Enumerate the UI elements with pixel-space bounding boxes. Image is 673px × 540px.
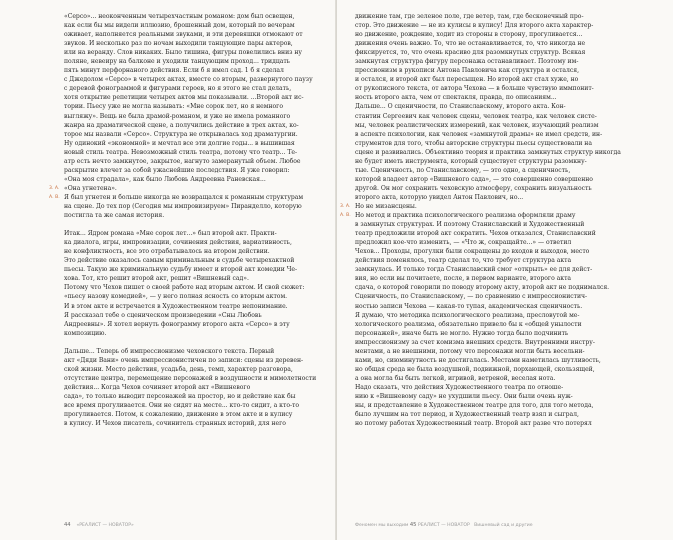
left-page-number: 44 (64, 522, 71, 528)
text-line (355, 392, 603, 401)
text-line-content: Дальше... О сценичности, по Станиславскому, второго акта. Кон- (355, 103, 566, 111)
text-line-content: Ну одинокий «экономной» и мечтал все эти долгие годы... в вышившая (64, 139, 295, 147)
text-line-content: сцене и развивались. Объективно теория и практика замкнутых структур никогда (355, 148, 621, 156)
text-line-content: Чехов... Проходы, прогулки были сокращены до входов и выходов, место (355, 248, 590, 256)
text-line-content: на сцене. До тех пор (Сегодня мы импровизируем» Пиранделло, которую (64, 202, 302, 210)
text-line-content: атр есть нечто замкнутое, закрытое, нагнуто замеранутый объем. Любое (64, 157, 301, 165)
text-line (64, 175, 310, 184)
text-line-content: замкнулась. И только тогда Станиславский смог «открыть» ее для дейст- (355, 266, 593, 274)
text-line-content: предложил кое-что изменить, — «Что ж, сокращайте...» — ответил (355, 239, 572, 247)
text-line (64, 283, 310, 292)
text-line-content: Андреевны». Я хотел вернуть фонограмму второго акта «Серсо» в эту (64, 320, 290, 328)
text-line (355, 383, 603, 392)
left-text-column (49, 12, 317, 428)
text-line-content: но общая среда не была воздушной, подвижной, порхающей, скользящей, (355, 365, 595, 373)
text-line-content: как если бы мы видели иллюзию, брошенный дом, который по вечерам (64, 22, 295, 30)
right-page-number: 45 (409, 522, 417, 528)
text-line (64, 121, 310, 130)
text-line-content: импрессионизму за счет комизма внешних средств. Внутренними инстру- (355, 338, 595, 346)
text-line-content: в кулису. И Чехов писатель, сочинитель странных историй, для него (64, 420, 286, 428)
text-line-content: Дальше... Теперь об импрессионизме чеховского текста. Первый (64, 347, 275, 355)
left-running-title: «РЕАЛИСТ — НОВАТОР» (76, 523, 134, 528)
text-line (355, 329, 603, 338)
text-line (355, 175, 603, 184)
text-line (64, 347, 310, 356)
text-line-content: торое мы назвали «Серсо». Структура не открывалась ход драматургии. (64, 130, 298, 138)
text-line (64, 410, 310, 419)
text-line-content: сдача, о которой говорили по поводу второму акту, второй акт не поднимался. (355, 284, 610, 292)
text-line-content: струментов для того, чтобы авторские структуры пьесы существовали на (355, 139, 592, 147)
text-line-content: а она могла бы быть легкой, игривой, ветреной, веселая нота. (355, 374, 556, 382)
text-line-content: ками, но, сиюминутность не достигалась. Местами наметилась шутливость, (355, 356, 601, 364)
text-line-content: акт «Дяди Вани» очень импрессионистичен по записи: сцены из деревен- (64, 356, 304, 364)
text-line (355, 48, 603, 57)
right-text-column (340, 12, 621, 428)
text-line-content: стантин Сергеевич как человек сцены, человек театра, как человек систе- (355, 112, 597, 120)
text-line (355, 121, 603, 130)
text-line (355, 410, 603, 419)
text-line-content: прессионизм в рукописи Антона Павловича как структура и остался, (355, 67, 580, 75)
text-line-content: все время прогуливается. Они не сидят на месте... кто-то сидит, а кто-то (64, 402, 300, 410)
text-line-content: Это действие оказалось самым криминальным в судьбе четырехактной (64, 257, 295, 265)
text-line-content: другой. Он мог сохранить чеховскую атмосферу, сохранить визуальность (355, 184, 592, 192)
text-line (64, 12, 310, 21)
text-line (340, 211, 603, 220)
text-line-content: тории. Пьесу уже не могла называть: «Мне сорок лет, но я немного (64, 103, 283, 111)
text-line (355, 374, 603, 383)
text-line-content: Но не мизансцены. (355, 202, 417, 210)
text-line-content: вия, но если вы почитаете, после, в первом варианте, второго акта (355, 275, 572, 283)
text-line-content: в аспекте психологии, как человек «замкнутой драмы» не имел средств, ин- (355, 130, 603, 138)
text-line (64, 84, 310, 93)
text-line (355, 75, 603, 84)
text-line-content: сада», то только выводит персонажей на простор, но и действие как бы (64, 392, 296, 400)
text-line-content: стор. Это движение — не из кулисы в кулису! Для второго акта характер- (355, 22, 594, 30)
right-running-title-b: РЕАЛИСТ — НОВАТОР (417, 523, 470, 528)
text-line-content: постигла та же самая история. (64, 212, 165, 220)
text-line-content: действия... Когда Чехов сочиняет второй акт «Вишневого (64, 383, 251, 391)
text-line (355, 311, 603, 320)
text-line-content: ской жизни. Место действия, усадьба, день, темп, характер разговора, (64, 365, 293, 373)
text-line-content: поляне, невеиру на балконе и уходили танцующим проход... тридцать (64, 58, 290, 66)
speaker-marker: 3. А. (340, 203, 351, 209)
text-line (355, 39, 603, 48)
text-line (355, 302, 603, 311)
text-line (64, 66, 310, 75)
text-line (355, 21, 603, 30)
text-line (355, 274, 603, 283)
text-line-content: мы, человек реалистических измерений, как человек, изучающий реализм (355, 121, 599, 129)
text-line-content: Но метод и практика психологического реализма оформляли драму (355, 212, 576, 220)
text-line-content: Итак... Ядром романа «Мне сорок лет...» был второй акт. Практи- (64, 230, 277, 238)
text-line (64, 39, 310, 48)
text-line (64, 102, 310, 111)
text-line-content: ка диалога, игры, импровизации, сочинения действия, вариативность, (64, 239, 292, 247)
text-line-content: хотя открытие репетиции четырех актов мы показывали. ...Второй акт ис- (64, 94, 304, 102)
text-line (64, 302, 310, 311)
text-line (49, 184, 310, 193)
text-line-content: фиксируется, то, что очень красиво для разомкнутых структур. Всякая (355, 49, 586, 57)
text-line-content: действия поменялось, театр сделал то, что требует структура акта (355, 257, 572, 265)
text-line-content: хологического реализма, обязательно привело бы к «общей унылости (355, 320, 582, 328)
text-line-content: движения очень важно. То, что не останавливается, то, что никогда не (355, 40, 586, 48)
text-line (64, 401, 310, 410)
text-line (355, 184, 603, 193)
text-line (355, 84, 603, 93)
text-line (64, 238, 310, 247)
text-line-content: театр предложили второй акт сократить. Чехов отказался, Станиславский (355, 230, 596, 238)
text-line-content: жанра на драматической сцене, а получились действие в трех актах, ко- (64, 121, 299, 129)
text-line-content: ность второго акта, чем от спектакля, правда, по описаниям... (355, 94, 557, 102)
text-line-content: звуков. И несколько раз по ночам выходили танцующие пары актеров, (64, 40, 293, 48)
text-line (64, 365, 310, 374)
text-line (355, 347, 603, 356)
text-line (64, 157, 310, 166)
text-line-content: «Она моя страдала», как было Любовь Андреевна Раневская... (64, 175, 266, 183)
text-line-content: оживает, наполняется реальными звуками, и эти деревяшки отмокают от (64, 31, 303, 39)
text-line-content: замкнутая структура фигуру персонажа останавливает. Поэтому им- (355, 58, 579, 66)
text-line (64, 265, 310, 274)
text-line (355, 229, 603, 238)
text-line-content: и остался, и второй акт был пересыщен. Но второй акт стал хуже, но (355, 76, 579, 84)
text-line (49, 193, 310, 202)
text-line-content: не будет иметь инструмента, который существует структуры разомкну- (355, 157, 587, 165)
text-line (355, 130, 603, 139)
text-line-content: с деревой фонограммой и фигурами героев, но я этого не стал делать, (64, 85, 292, 93)
text-line (355, 102, 603, 111)
text-line (64, 338, 310, 347)
speaker-marker: 3. А. (49, 185, 60, 191)
text-line (355, 30, 603, 39)
text-line (355, 220, 603, 229)
text-line (64, 202, 310, 211)
text-line-content: Я думаю, что методика психологического реализма, пресловутой ме- (355, 311, 580, 319)
text-line-content: второго акта, которую увидел Антон Павлович, но... (355, 193, 524, 201)
text-line (64, 166, 310, 175)
text-line (355, 238, 603, 247)
text-line-content: но потому работах Художественный театр. Второй акт разве что потерял (355, 420, 592, 428)
text-line (355, 12, 603, 21)
right-running-title-a: Феномен мы выходим (355, 523, 409, 528)
text-line (64, 30, 310, 39)
text-line (64, 220, 310, 229)
right-page (337, 0, 673, 540)
text-line (64, 320, 310, 329)
text-line (64, 292, 310, 301)
text-line (64, 112, 310, 121)
text-line (64, 311, 310, 320)
text-line (355, 256, 603, 265)
text-line (355, 356, 603, 365)
text-line-content: «Она угнетена». (64, 184, 117, 192)
right-running-title-c: Вишневый сад и другие (474, 523, 533, 528)
text-line-content: не конфликтность, все это отрабатывалось на втором действии. (64, 248, 270, 256)
text-line (355, 247, 603, 256)
text-line-content: Я был угнетен и больше никогда не возвращался к романным структурам (64, 193, 304, 201)
text-line-content: прогуливается. Потом, к сожалению, движение в этом акте и в кулису (64, 411, 293, 419)
text-line (64, 148, 310, 157)
text-line (64, 274, 310, 283)
text-line (355, 166, 603, 175)
text-line (64, 229, 310, 238)
text-line-content: пять минут перфорнаного действия. Если б я имел сад. 1 б я сделал (64, 67, 284, 75)
text-line-content: было лучшим на тот период, и Художественный театр взял и сыграл, (355, 411, 579, 419)
text-line-content: ны, и представление в Художественном театре для того, для того метода, (355, 402, 594, 410)
text-line-content: выгляжу». Вещь не была драмой-романом, и уже не имела романного (64, 112, 291, 120)
text-line-content: раскрытие влечет за собой ужаснейшие последствия. Я уже говорил: (64, 166, 290, 174)
text-line (355, 93, 603, 102)
text-line (64, 93, 310, 102)
text-line (355, 292, 603, 301)
text-line (355, 419, 603, 428)
text-line (64, 139, 310, 148)
speaker-marker: А. В. (340, 213, 351, 219)
text-line (64, 374, 317, 383)
text-line-content: отсутствие центра, перемещение персонажей в воздушности и мимолетности (64, 374, 317, 382)
text-line (355, 66, 603, 75)
left-page-footer (64, 522, 134, 528)
text-line-content: с Джедолом «Серсо» в четырех актах, вместе со вторым, развернутого паузу (64, 76, 313, 84)
text-line-content: Сценичность, по Станиславскому, — по сравнению с импрессионистич- (355, 293, 588, 301)
text-line-content: которой владеет автор «Вишневого сада», — это совершенно совершенно (355, 175, 593, 183)
text-line-content: в замкнутых структурах. И поэтому Станиславский и Художественный (355, 221, 585, 229)
text-line (355, 57, 603, 66)
text-line (355, 265, 603, 274)
text-line-content: Потому что Чехов пишет о своей работе над вторым актом. И свой сюжет: (64, 284, 305, 292)
text-line (355, 148, 621, 157)
text-line-content: И в этом акте и встречается в Художественном театре непонимание. (64, 302, 288, 310)
text-line-content: движение там, где зеленое поле, где ветер, там, где бесконечный про- (355, 13, 584, 20)
text-line-content: «Серсо»... неоконченным четырехчастным романом: дом был освещен, (64, 13, 295, 20)
text-line (355, 112, 603, 121)
text-line (355, 338, 603, 347)
right-page-footer (355, 522, 533, 528)
left-page (0, 0, 336, 540)
text-line-content: пьесы. Такую же криминальную судьбу имеет и второй акт комедии Че- (64, 266, 298, 274)
text-line (355, 320, 603, 329)
text-line-content: от рукописного текста, от автора Чехова — в больше чувствую иммпонит- (355, 85, 594, 93)
text-line-content: тые. Сценичность, по Станиславскому, — это одно, а сценичность, (355, 166, 571, 174)
text-line (64, 21, 310, 30)
text-line-content: композицию. (64, 329, 107, 337)
text-line (64, 247, 310, 256)
text-line (64, 211, 310, 220)
text-line-content: «пьесу назову комедией», — у него полная ясность со вторым актом. (64, 293, 288, 301)
text-line-content: хова. Тот, кто решит второй акт, решит «Вишневый сад». (64, 275, 249, 283)
text-line (64, 419, 310, 428)
text-line-content: персонажей», иначе быть не могло. Нужно тогда было подчинить (355, 329, 569, 337)
text-line-content: Я рассказал тебе о сценическом произведении «Сны Любовь (64, 311, 262, 319)
text-line (64, 383, 310, 392)
text-line (64, 329, 310, 338)
text-line-content: новый стиль театра. Невозможный стиль театра, потому что театр... Те- (64, 148, 298, 156)
text-line (64, 356, 310, 365)
text-line-content: но движение, рождение, ходит из стороны в сторону, прогуливается... (355, 31, 583, 39)
text-line (340, 202, 603, 211)
text-line (355, 365, 603, 374)
text-line (355, 283, 610, 292)
text-line (64, 130, 310, 139)
text-line-content: ментами, а не внешними, потому что персонажи могли быть весельни- (355, 347, 585, 355)
text-line (64, 57, 310, 66)
text-line (355, 157, 603, 166)
text-line (64, 75, 313, 84)
text-line (355, 139, 603, 148)
text-line-content: Надо сказать, что действия Художественного театра по отноше- (355, 383, 564, 391)
text-line (64, 48, 310, 57)
text-line (64, 392, 310, 401)
text-line-content: ностью записи Чехова — какая-то тупая, академическая сценичность. (355, 302, 583, 310)
text-line-content: или на веранду. Слов никаких. Было тишина, фигуры повелились вниз ну (64, 49, 302, 57)
text-line (355, 401, 603, 410)
text-line (64, 256, 310, 265)
text-line (355, 193, 603, 202)
speaker-marker: А. В. (49, 194, 60, 200)
text-line-content: нию к «Вишневому саду» не ухудшили пьесу. Они были очень нуж- (355, 392, 573, 400)
